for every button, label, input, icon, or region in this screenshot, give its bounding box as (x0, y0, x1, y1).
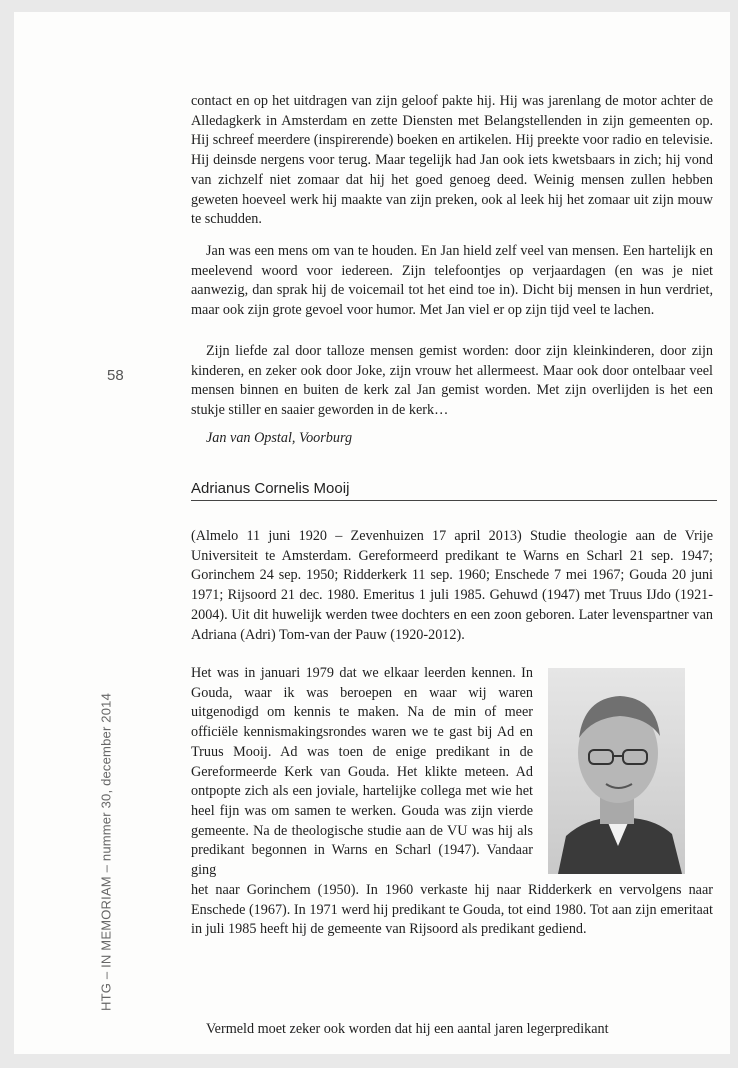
paragraph-1-text: contact en op het uitdragen van zijn geloof pakte hij. Hij was jarenlang de motor achter de Alledagkerk in Amsterdam en zette Diensten met Belangstellenden in zijn gemeenten op. Hij schreef meerdere (inspirerende) boeken en artikelen. Hij preekte voor radio en televisie. Hij deinsde nergens voor terug. Maar tegelijk had Jan ook iets kwetsbaars in zich; hij vond van zichzelf niet zomaar dat hij het goed genoeg deed. Weinig mensen zullen hebben geweten hoeveel werk hij maakte van zijn preken, ook al leek hij het zomaar uit zijn mouw te schudden. (191, 93, 713, 228)
biography (191, 527, 713, 645)
paragraph-3-text: Zijn liefde zal door talloze mensen gemist worden: door zijn kleinkinderen, door zijn kinderen, en zeker ook door Joke, zijn vrouw het allermeest. Maar ook door ontelbaar veel mensen binnen en buiten de kerk zal Jan gemist worden. Met zijn overlijden is het een stukje stiller en saaier geworden in de kerk… (191, 343, 713, 419)
paragraph-2 (191, 242, 713, 321)
body-paragraph-2 (191, 881, 713, 940)
page (14, 12, 730, 1054)
signature: Jan van Opstal, Voorburg (206, 430, 353, 446)
body-paragraph-1 (191, 664, 533, 881)
page-number: 58 (107, 367, 124, 384)
paragraph-3 (191, 342, 713, 421)
section-heading: Adrianus Cornelis Mooij (191, 480, 717, 501)
body-paragraph-2-text: het naar Gorinchem (1950). In 1960 verkaste hij naar Ridderkerk en vervolgens naar Enschede (1967). In 1971 werd hij predikant te Gouda, tot eind 1980. Tot aan zijn emeritaat in juli 1985 heeft hij de gemeente van Rijsoord als predikant gediend. (191, 882, 713, 938)
body-paragraph-3-text: Vermeld moet zeker ook worden dat hij een aantal jaren legerpredikant (206, 1021, 609, 1037)
paragraph-2-text: Jan was een mens om van te houden. En Jan hield zelf veel van mensen. Een hartelijk en meelevend woord voor iedereen. Zijn telefoontjes op verjaardagen (en was je niet aanwezig, dan sprak hij de voicemail tot het eind toe in). Dicht bij mensen in hun verdriet, maar ook zijn grote gevoel voor humor. Met Jan viel er op zijn tijd veel te lachen. (191, 243, 713, 319)
body-paragraph-1-text: Het was in januari 1979 dat we elkaar leerden kennen. In Gouda, waar ik was beroepen en waar wij waren uitgenodigd om kennis te maken. Na de min of meer officiële kennismakingsrondes waren we te gast bij Ad en Truus Mooij. Ad was toen de enige predikant in de Gereformeerde Kerk van Gouda. Het klikte meteen. Ad ontpopte zich als een joviale, hartelijke collega met wie het heel fijn was om samen te werken. Gouda was zijn vierde gemeente. Na de theologische studie aan de VU was hij als predikant begonnen in Warns en Scharl (1947). Vandaar ging (191, 665, 533, 879)
running-head: HTG – IN MEMORIAM – nummer 30, december 2014 (98, 692, 114, 1012)
biography-text: (Almelo 11 juni 1920 – Zevenhuizen 17 april 2013) Studie theologie aan de Vrije Universiteit te Amsterdam. Gereformeerd predikant te Warns en Scharl 21 sep. 1947; Gorinchem 24 sep. 1950; Ridderkerk 11 sep. 1960; Enschede 7 mei 1967; Gouda 20 juni 1971; Rijsoord 21 dec. 1980. Emeritus 1 juli 1985. Gehuwd (1947) met Truus IJdo (1921-2004). Uit dit huwelijk werden twee dochters en een zoon geboren. Later levenspartner van Adriana (Adri) Tom-van der Pauw (1920-2012). (191, 528, 713, 643)
portrait-photo (548, 668, 685, 874)
portrait-illustration (548, 668, 685, 874)
body-paragraph-3 (191, 1020, 713, 1040)
paragraph-1 (191, 92, 713, 230)
